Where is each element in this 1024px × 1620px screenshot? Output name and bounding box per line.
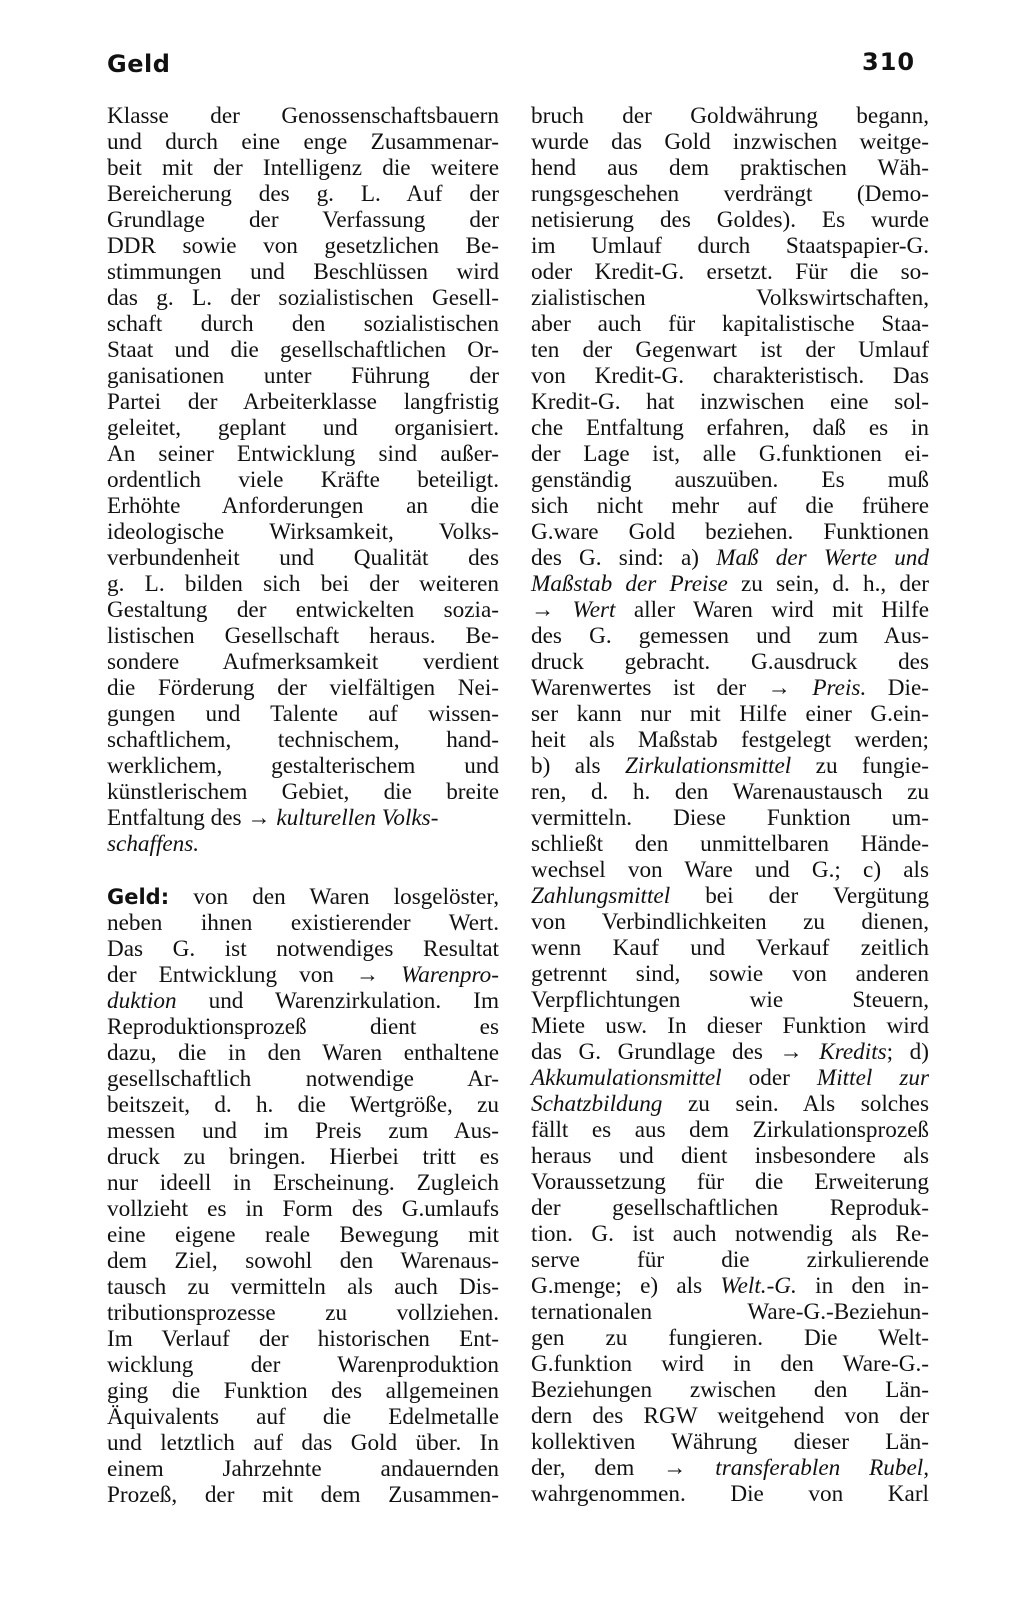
text-line: von Verbindlichkeiten zu dienen, bbox=[531, 909, 929, 935]
text-line: An seiner Entwicklung sind außer- bbox=[107, 441, 499, 467]
text-line: sondere Aufmerksamkeit verdient bbox=[107, 649, 499, 675]
text-line: genständig auszuüben. Es muß bbox=[531, 467, 929, 493]
text-line: heit als Maßstab festgelegt werden; bbox=[531, 727, 929, 753]
text-line: wenn Kauf und Verkauf zeitlich bbox=[531, 935, 929, 961]
text-line: ging die Funktion des allgemeinen bbox=[107, 1378, 499, 1404]
entry-lines bbox=[531, 623, 929, 675]
text-line: Voraussetzung für die Erweiterung bbox=[531, 1169, 929, 1195]
text-line: werklichem, gestalterischem und bbox=[107, 753, 499, 779]
text-line: che Entfaltung erfahren, daß es in bbox=[531, 415, 929, 441]
text-line: druck zu bringen. Hierbei tritt es bbox=[107, 1144, 499, 1170]
text-line: Entfaltung des → kulturellen Volks- bbox=[107, 805, 439, 831]
text-line: des G. gemessen und zum Aus- bbox=[531, 623, 929, 649]
text-line: Warenwertes ist der → Preis. Die- bbox=[531, 675, 930, 701]
text-line: schaft durch den sozialistischen bbox=[107, 311, 499, 337]
text-line: wurde das Gold inzwischen weitge- bbox=[531, 129, 929, 155]
text-line: Reproduktionsprozeß dient es bbox=[107, 1014, 499, 1040]
text-line: gen zu fungieren. Die Welt- bbox=[531, 1325, 929, 1351]
entry-lines bbox=[531, 103, 929, 545]
text-line: ren, d. h. den Warenaustausch zu bbox=[531, 779, 929, 805]
text-line: künstlerischem Gebiet, die breite bbox=[107, 779, 499, 805]
text-line: Zahlungsmittel bei der Vergütung bbox=[531, 883, 929, 909]
text-line: Klasse der Genossenschaftsbauern bbox=[107, 103, 499, 129]
text-line: dem Ziel, sowohl den Warenaus- bbox=[107, 1248, 499, 1274]
text-line: Bereicherung des g. L. Auf der bbox=[107, 181, 499, 207]
text-line: hend aus dem praktischen Wäh- bbox=[531, 155, 929, 181]
page-number: 310 bbox=[862, 48, 916, 76]
entry-keyword: Geld: bbox=[107, 885, 170, 909]
text-line: der, dem → transferablen Rubel, bbox=[531, 1455, 929, 1481]
text-line: das g. L. der sozialistischen Gesell- bbox=[107, 285, 499, 311]
text-line: neben ihnen existierender Wert. bbox=[107, 910, 499, 936]
text-line: ten der Gegenwart ist der Umlauf bbox=[531, 337, 929, 363]
text-line: ganisationen unter Führung der bbox=[107, 363, 499, 389]
text-line: beitszeit, d. h. die Wertgröße, zu bbox=[107, 1092, 499, 1118]
text-line: und letztlich auf das Gold über. In bbox=[107, 1430, 499, 1456]
text-line: ser kann nur mit Hilfe einer G.ein- bbox=[531, 701, 929, 727]
text-line: vollzieht es in Form des G.umlaufs bbox=[107, 1196, 499, 1222]
text-line: nur ideell in Erscheinung. Zugleich bbox=[107, 1170, 499, 1196]
entry-lines bbox=[107, 1014, 499, 1508]
text-line: G.funktion wird in den Ware-G.- bbox=[531, 1351, 929, 1377]
left-column bbox=[107, 103, 499, 1508]
text-line: Prozeß, der mit dem Zusammen- bbox=[107, 1482, 499, 1508]
text-line: aber auch für kapitalistische Staa- bbox=[531, 311, 929, 337]
text-line: ternationalen Ware-G.-Beziehun- bbox=[531, 1299, 929, 1325]
text-line: einem Jahrzehnte andauernden bbox=[107, 1456, 499, 1482]
text-line: tausch zu vermitteln als auch Dis- bbox=[107, 1274, 499, 1300]
text-line: → Wert aller Waren wird mit Hilfe bbox=[531, 597, 930, 623]
text-line: oder Kredit-G. ersetzt. Für die so- bbox=[531, 259, 929, 285]
text-line: Schatzbildung zu sein. Als solches bbox=[531, 1091, 929, 1117]
text-line: Partei der Arbeiterklasse langfristig bbox=[107, 389, 499, 415]
text-line: sich nicht mehr auf die frühere bbox=[531, 493, 929, 519]
text-line: serve für die zirkulierende bbox=[531, 1247, 929, 1273]
text-line: b) als Zirkulationsmittel zu fungie- bbox=[531, 753, 929, 779]
text-line: Im Verlauf der historischen Ent- bbox=[107, 1326, 499, 1352]
text-line: netisierung des Goldes). Es wurde bbox=[531, 207, 929, 233]
text-line: Äquivalents auf die Edelmetalle bbox=[107, 1404, 499, 1430]
text-line: schaftlichem, technischem, hand- bbox=[107, 727, 499, 753]
text-line: vermitteln. Diese Funktion um- bbox=[531, 805, 929, 831]
text-line: wicklung der Warenproduktion bbox=[107, 1352, 499, 1378]
text-line: ideologische Wirksamkeit, Volks- bbox=[107, 519, 499, 545]
text-line: tion. G. ist auch notwendig als Re- bbox=[531, 1221, 929, 1247]
text-line: Gestaltung der entwickelten sozia- bbox=[107, 597, 499, 623]
text-line: Beziehungen zwischen den Län- bbox=[531, 1377, 929, 1403]
text-line: stimmungen und Beschlüssen wird bbox=[107, 259, 499, 285]
entry-lines bbox=[531, 909, 929, 1039]
text-line: wahrgenommen. Die von Karl bbox=[531, 1481, 929, 1507]
text-line: Grundlage der Verfassung der bbox=[107, 207, 499, 233]
text-line: ordentlich viele Kräfte beteiligt. bbox=[107, 467, 499, 493]
text-line: Miete usw. In dieser Funktion wird bbox=[531, 1013, 929, 1039]
text-line: fällt es aus dem Zirkulationsprozeß bbox=[531, 1117, 929, 1143]
text-line: G.ware Gold beziehen. Funktionen bbox=[531, 519, 929, 545]
text-line: geleitet, geplant und organisiert. bbox=[107, 415, 499, 441]
text-line: heraus und dient insbesondere als bbox=[531, 1143, 929, 1169]
text-line: der gesellschaftlichen Reproduk- bbox=[531, 1195, 929, 1221]
text-line: Kredit-G. hat inzwischen eine sol- bbox=[531, 389, 929, 415]
text-line: gungen und Talente auf wissen- bbox=[107, 701, 499, 727]
entry-lines bbox=[531, 701, 929, 753]
text-line: wechsel von Ware und G.; c) als bbox=[531, 857, 929, 883]
text-line: des G. sind: a) Maß der Werte und bbox=[531, 545, 929, 571]
text-line: beit mit der Intelligenz die weitere bbox=[107, 155, 499, 181]
text-line: zialistischen Volkswirtschaften, bbox=[531, 285, 929, 311]
text-line: der Lage ist, alle G.funktionen ei- bbox=[531, 441, 929, 467]
text-line: Erhöhte Anforderungen an die bbox=[107, 493, 499, 519]
entry-lines bbox=[531, 1299, 929, 1455]
text-line: Maßstab der Preise zu sein, d. h., der bbox=[531, 571, 929, 597]
right-column bbox=[531, 103, 929, 1507]
entry-lines bbox=[107, 910, 499, 962]
text-line: verbundenheit und Qualität des bbox=[107, 545, 499, 571]
text-line: messen und im Preis zum Aus- bbox=[107, 1118, 499, 1144]
text-line: Akkumulationsmittel oder Mittel zur bbox=[531, 1065, 929, 1091]
text-line: bruch der Goldwährung begann, bbox=[531, 103, 929, 129]
text-line: dern des RGW weitgehend von der bbox=[531, 1403, 929, 1429]
text-line: duktion und Warenzirkulation. Im bbox=[107, 988, 499, 1014]
text-line: druck gebracht. G.ausdruck des bbox=[531, 649, 929, 675]
text-line: getrennt sind, sowie von anderen bbox=[531, 961, 929, 987]
text-line: der Entwicklung von → Warenpro- bbox=[107, 962, 499, 988]
text-line: kollektiven Währung dieser Län- bbox=[531, 1429, 929, 1455]
text-line: Staat und die gesellschaftlichen Or- bbox=[107, 337, 499, 363]
text-line: dazu, die in den Waren enthaltene bbox=[107, 1040, 499, 1066]
text-line: Verpflichtungen wie Steuern, bbox=[531, 987, 929, 1013]
text-line: eine eigene reale Bewegung mit bbox=[107, 1222, 499, 1248]
entry-lines bbox=[531, 779, 929, 883]
text-line: schließt den unmittelbaren Hände- bbox=[531, 831, 929, 857]
text-line: g. L. bilden sich bei der weiteren bbox=[107, 571, 499, 597]
paragraph-continuation bbox=[107, 103, 499, 805]
text-line: schaffens. bbox=[107, 831, 200, 857]
text-line: Das G. ist notwendiges Resultat bbox=[107, 936, 499, 962]
text-line: gesellschaftlich notwendige Ar- bbox=[107, 1066, 499, 1092]
text-line: tributionsprozesse zu vollziehen. bbox=[107, 1300, 499, 1326]
text-line: G.menge; e) als Welt.-G. in den in- bbox=[531, 1273, 929, 1299]
text-line: rungsgeschehen verdrängt (Demo- bbox=[531, 181, 929, 207]
text-line: im Umlauf durch Staatspapier-G. bbox=[531, 233, 929, 259]
text-line: von Kredit-G. charakteristisch. Das bbox=[531, 363, 929, 389]
text-line: die Förderung der vielfältigen Nei- bbox=[107, 675, 499, 701]
entry-head-line: Geld: von den Waren losgelöster, bbox=[107, 884, 499, 910]
text-line: das G. Grundlage des → Kredits; d) bbox=[531, 1039, 929, 1065]
text-line: DDR sowie von gesetzlichen Be- bbox=[107, 233, 499, 259]
text-line: listischen Gesellschaft heraus. Be- bbox=[107, 623, 499, 649]
running-head-keyword: Geld bbox=[107, 50, 171, 78]
paragraph-gap bbox=[107, 857, 499, 884]
entry-lines bbox=[531, 1117, 929, 1273]
text-line: und durch eine enge Zusammenar- bbox=[107, 129, 499, 155]
